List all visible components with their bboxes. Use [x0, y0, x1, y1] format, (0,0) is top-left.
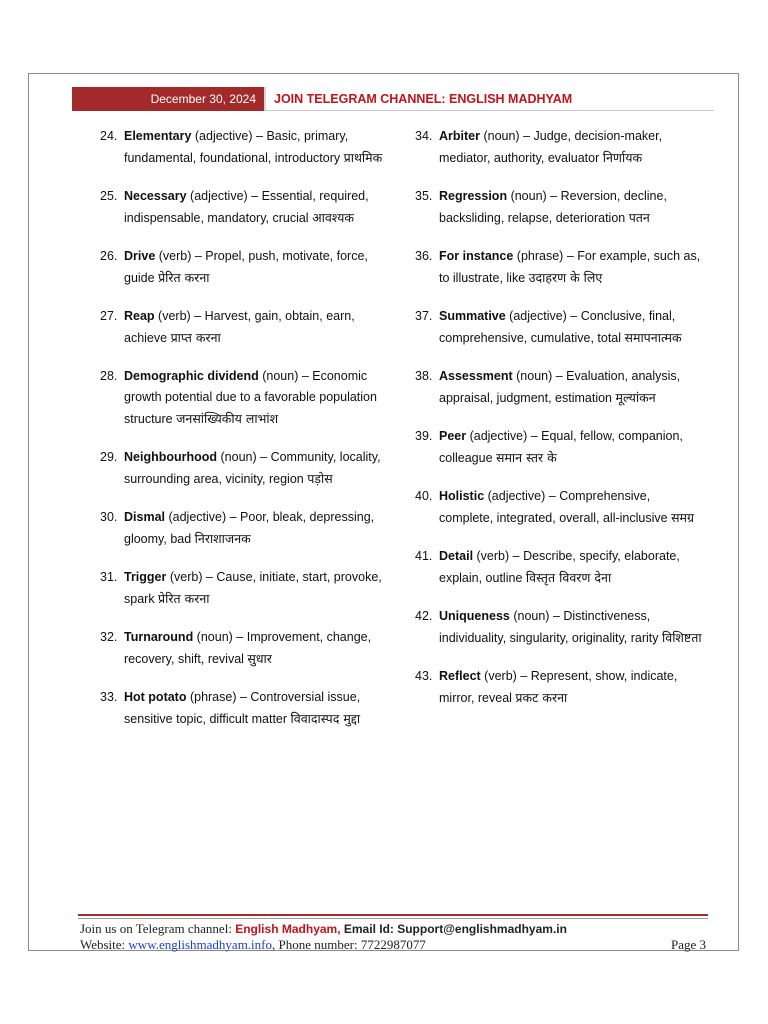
entry-term: Arbiter — [439, 129, 480, 143]
entry-term: For instance — [439, 249, 514, 263]
entry-part-of-speech: (verb) – — [155, 249, 206, 263]
entry-part-of-speech: (noun) – — [217, 450, 271, 464]
entry-part-of-speech: (noun) – — [507, 189, 561, 203]
entry-meaning: Evaluation, analysis, appraisal, judgment, estimation — [439, 369, 681, 405]
entry-meaning: Comprehensive, complete, integrated, overall, all-inclusive — [439, 489, 672, 525]
left-vocabulary-column — [100, 126, 396, 747]
entry-term: Hot potato — [124, 690, 187, 704]
entry-term: Assessment — [439, 369, 513, 383]
entry-number: 31. — [100, 570, 118, 584]
entry-part-of-speech: (verb) – — [473, 549, 524, 563]
entry-meaning: Equal, fellow, companion, colleague — [439, 429, 683, 465]
entry-meaning: Poor, bleak, depressing, gloomy, bad — [124, 510, 375, 546]
entry-term: Necessary — [124, 189, 187, 203]
entry-number: 29. — [100, 450, 118, 464]
entry-number: 28. — [100, 369, 118, 383]
entry-number: 26. — [100, 249, 118, 263]
entry-meaning: Conclusive, final, comprehensive, cumulative, total — [439, 309, 676, 345]
entry-meaning: For example, such as, to illustrate, like — [439, 249, 701, 285]
entry-number: 32. — [100, 630, 118, 644]
entry-part-of-speech: (noun) – — [509, 609, 564, 623]
entry-hindi-meaning: समग्र — [671, 510, 695, 525]
footer-channel-name[interactable]: English Madhyam, — [235, 922, 341, 936]
vocab-entry — [100, 126, 396, 169]
footer-phone: , Phone number: 7722987077 — [272, 937, 426, 952]
entry-term: Peer — [439, 429, 467, 443]
vocab-entry — [100, 306, 396, 349]
entry-hindi-meaning: पड़ोस — [307, 471, 333, 486]
vocab-entry — [415, 126, 707, 169]
entry-meaning: Reversion, decline, backsliding, relapse, deterioration — [439, 189, 667, 225]
entry-number: 30. — [100, 510, 118, 524]
entry-hindi-meaning: समापनात्मक — [624, 330, 682, 345]
entry-meaning: Represent, show, indicate, mirror, reveal — [439, 669, 678, 705]
entry-term: Reflect — [439, 669, 481, 683]
vocab-entry — [415, 486, 707, 529]
vocab-entry — [415, 546, 707, 589]
entry-hindi-meaning: विवादास्पद मुद्दा — [290, 711, 361, 726]
entry-part-of-speech: (adjective) – — [466, 429, 542, 443]
entry-meaning: Community, locality, surrounding area, vicinity, region — [124, 450, 381, 486]
entry-part-of-speech: (adjective) – — [165, 510, 241, 524]
entry-hindi-meaning: प्रेरित करना — [158, 591, 210, 606]
entry-number: 43. — [415, 669, 433, 683]
entry-hindi-meaning: निर्णायक — [602, 150, 643, 165]
entry-part-of-speech: (adjective) – — [186, 189, 262, 203]
entry-term: Reap — [124, 309, 155, 323]
entry-term: Drive — [124, 249, 156, 263]
entry-part-of-speech: (noun) – — [193, 630, 247, 644]
vocab-entry — [100, 186, 396, 229]
entry-number: 35. — [415, 189, 433, 203]
entry-hindi-meaning: उदाहरण के लिए — [528, 270, 603, 285]
entry-hindi-meaning: आवश्यक — [312, 210, 354, 225]
vocab-entry — [415, 186, 707, 229]
entry-number: 42. — [415, 609, 433, 623]
entry-part-of-speech: (noun) – — [512, 369, 567, 383]
entry-meaning: Harvest, gain, obtain, earn, achieve — [124, 309, 355, 345]
entry-term: Regression — [439, 189, 508, 203]
vocab-entry — [100, 447, 396, 490]
entry-meaning: Controversial issue, sensitive topic, difficult matter — [124, 690, 361, 726]
vocab-entry — [100, 567, 396, 610]
vocab-entry — [100, 366, 396, 430]
vocab-entry — [415, 666, 707, 709]
entry-hindi-meaning: प्राथमिक — [343, 150, 383, 165]
header-date: December 30, 2024 — [72, 87, 264, 111]
entry-term: Uniqueness — [439, 609, 510, 623]
entry-number: 24. — [100, 129, 118, 143]
page-number: Page 3 — [670, 937, 706, 952]
entry-hindi-meaning: प्रेरित करना — [158, 270, 210, 285]
entry-hindi-meaning: विशिष्टता — [662, 630, 702, 645]
vocab-entry — [415, 606, 707, 649]
entry-hindi-meaning: जनसांख्यिकीय लाभांश — [176, 411, 279, 426]
entry-number: 41. — [415, 549, 433, 563]
entry-meaning: Basic, primary, fundamental, foundational, introductory — [124, 129, 349, 165]
footer-line-1 — [80, 921, 708, 937]
entry-term: Dismal — [124, 510, 165, 524]
entry-part-of-speech: (noun) – — [258, 369, 313, 383]
footer-rule-gray — [78, 918, 708, 919]
vocab-entry — [415, 306, 707, 349]
entry-part-of-speech: (phrase) – — [513, 249, 578, 263]
entry-hindi-meaning: निराशाजनक — [194, 531, 251, 546]
entry-part-of-speech: (noun) – — [479, 129, 534, 143]
entry-term: Demographic dividend — [124, 369, 259, 383]
entry-hindi-meaning: पतन — [628, 210, 650, 225]
entry-hindi-meaning: समान स्तर के — [496, 450, 557, 465]
entry-meaning: Judge, decision-maker, mediator, authority, evaluator — [439, 129, 663, 165]
entry-term: Summative — [439, 309, 506, 323]
entry-hindi-meaning: प्रकट करना — [515, 690, 568, 705]
vocab-entry — [415, 426, 707, 469]
entry-number: 37. — [415, 309, 433, 323]
entry-hindi-meaning: मूल्यांकन — [615, 390, 656, 405]
entry-number: 39. — [415, 429, 433, 443]
entry-number: 33. — [100, 690, 118, 704]
entry-number: 38. — [415, 369, 433, 383]
entry-hindi-meaning: प्राप्त करना — [170, 330, 221, 345]
entry-part-of-speech: (verb) – — [480, 669, 531, 683]
entry-hindi-meaning: सुधार — [247, 651, 272, 666]
entry-meaning: Distinctiveness, individuality, singularity, originality, rarity — [439, 609, 662, 645]
entry-number: 36. — [415, 249, 433, 263]
footer-email[interactable]: Email Id: Support@englishmadhyam.in — [340, 922, 567, 936]
entry-part-of-speech: (adjective) – — [484, 489, 560, 503]
entry-part-of-speech: (verb) – — [166, 570, 217, 584]
entry-term: Neighbourhood — [124, 450, 218, 464]
footer-telegram-label: Join us on Telegram channel: — [80, 921, 236, 936]
entry-number: 40. — [415, 489, 433, 503]
vocab-entry — [415, 366, 707, 409]
entry-meaning: Improvement, change, recovery, shift, revival — [124, 630, 372, 666]
footer-line-2 — [80, 937, 708, 953]
entry-number: 27. — [100, 309, 118, 323]
footer-website-link[interactable]: www.englishmadhyam.info — [128, 937, 272, 952]
entry-term: Detail — [439, 549, 474, 563]
vocab-entry — [415, 246, 707, 289]
entry-hindi-meaning: विस्तृत विवरण देना — [525, 570, 612, 585]
footer-website-label: Website: — [80, 937, 129, 952]
entry-part-of-speech: (adjective) – — [505, 309, 581, 323]
header-telegram-banner: JOIN TELEGRAM CHANNEL: ENGLISH MADHYAM — [264, 87, 714, 111]
entry-term: Elementary — [124, 129, 192, 143]
header-divider — [264, 110, 714, 111]
entry-meaning: Describe, specify, elaborate, explain, outline — [439, 549, 680, 585]
footer-rule-red — [78, 914, 708, 916]
entry-meaning: Cause, initiate, start, provoke, spark — [124, 570, 382, 606]
vocab-entry — [100, 507, 396, 550]
entry-meaning: Essential, required, indispensable, mandatory, crucial — [124, 189, 369, 225]
entry-term: Holistic — [439, 489, 485, 503]
entry-meaning: Propel, push, motivate, force, guide — [124, 249, 368, 285]
entry-meaning: Economic growth potential due to a favorable population structure — [124, 369, 377, 426]
entry-term: Turnaround — [124, 630, 194, 644]
vocab-entry — [100, 687, 396, 730]
entry-part-of-speech: (verb) – — [154, 309, 205, 323]
entry-part-of-speech: (adjective) – — [191, 129, 267, 143]
vocab-entry — [100, 627, 396, 670]
right-vocabulary-column — [415, 126, 707, 726]
entry-part-of-speech: (phrase) – — [186, 690, 251, 704]
entry-number: 25. — [100, 189, 118, 203]
vocab-entry — [100, 246, 396, 289]
entry-term: Trigger — [124, 570, 167, 584]
footer — [80, 921, 708, 953]
entry-number: 34. — [415, 129, 433, 143]
